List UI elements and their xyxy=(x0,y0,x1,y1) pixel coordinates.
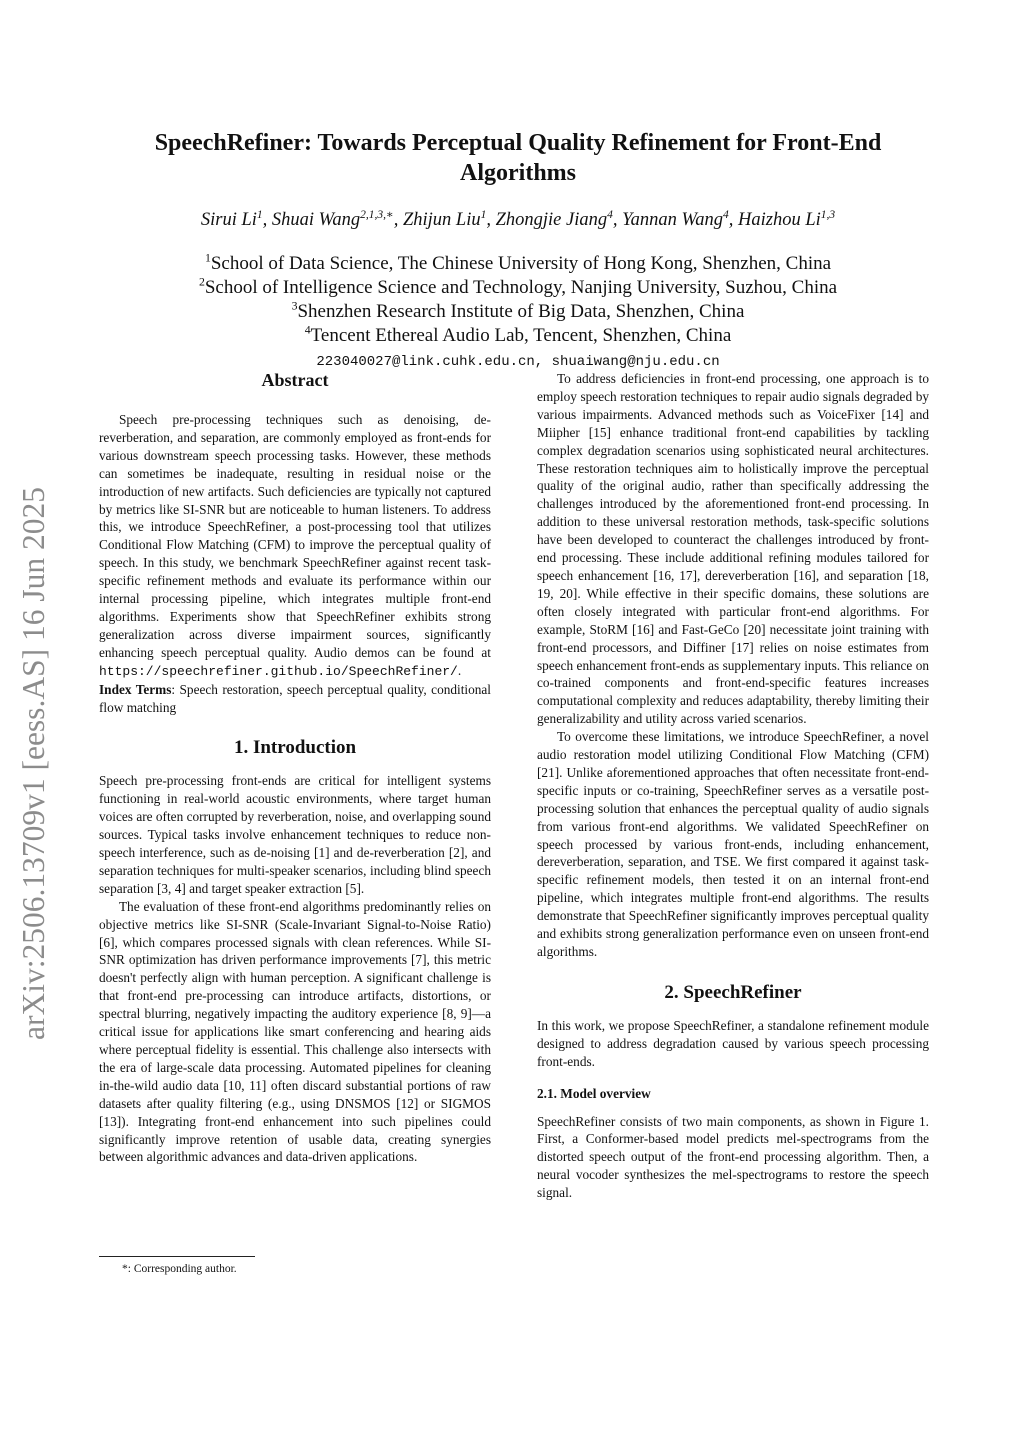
arxiv-identifier[interactable]: arXiv:2506.13709v1 [eess.AS] 16 Jun 2025 xyxy=(16,487,51,1040)
index-terms-text: : Speech restoration, speech perceptual quality, conditional flow matching xyxy=(99,681,491,715)
author-affil-sup: 1,3 xyxy=(820,208,836,221)
abstract-heading: Abstract xyxy=(261,370,329,390)
affiliation xyxy=(100,300,936,324)
intro-heading: 1. Introduction xyxy=(233,737,357,759)
author-name: Zhijun Liu xyxy=(402,210,481,230)
intro-paragraph-4: To overcome these limitations, we introduce SpeechRefiner, a novel audio restoration model utilizing Conditional Flow Matching (CFM) [21]. Unlike aforementioned approaches that often necessitate front-end-specific inputs or co-training, SpeechRefiner serves as a versatile post-processing solution that enhances the perceptual quality of audio signals from various front-end algorithms. We validated SpeechRefiner on speech processed by various front-ends, including enhancement, dereverberation, separation, and TSE. We first compared it against task-specific refinement models, then tested it on an internal front-end pipeline, which integrates multiple front-end algorithms. The results demonstrate that SpeechRefiner significantly improves perceptual quality and exhibits strong generalization performance even on unseen front-end algorithms. xyxy=(537,729,929,959)
footnote: *: Corresponding author. xyxy=(122,1263,237,1275)
affiliation xyxy=(100,324,936,348)
section2-heading: 2. SpeechRefiner xyxy=(664,981,802,1003)
affiliation xyxy=(100,276,936,300)
author-name: Yannan Wang xyxy=(622,210,724,230)
author-name: Haizhou Li xyxy=(738,210,821,230)
index-terms xyxy=(99,681,491,717)
abstract-body: Speech pre-processing techniques such as denoising, de-reverberation, and separation, are commonly employed as front-ends for various downstream speech processing tasks. However, these methods can sometimes be inadequate, resulting in residual noise or the introduction of new artifacts. Such deficiencies are typically not captured by metrics like SI-SNR but are noticeable to human listeners. To address this, we introduce SpeechRefiner, a post-processing tool that utilizes Conditional Flow Matching (CFM) to improve the perceptual quality of speech. In this study, we benchmark SpeechRefiner against recent task-specific refinement methods and evaluate its performance within our internal processing pipeline, which integrates multiple front-end algorithms. Experiments show that SpeechRefiner exhibits strong generalization across diverse impairment sources, significantly enhancing speech perceptual quality. Audio demos can be found at https://speechrefiner.github.io/SpeechRefiner/. xyxy=(99,412,491,679)
author-list: Sirui Li$^1$, Shuai Wang$^{2,1,3,∗}$, Zhijun Liu$^1$, Zhongjie Jiang$^4$, Yannan Wang$^4$, Haizhou Li$^{1,3}$ xyxy=(200,208,836,230)
subsection-heading: 2.1. Model overview xyxy=(537,1085,651,1101)
author-affil-sup: 4 xyxy=(607,208,613,221)
intro-paragraph-1: Speech pre-processing front-ends are critical for intelligent systems functioning in real-world acoustic environments, where target human voices are often corrupted by reverberation, noise, and overlapping sound sources. Typical tasks involve enhancement techniques to reduce non-speech interference, such as de-noising [1] and de-reverberation [2], and separation techniques for multi-speaker scenarios, including blind speech separation [3, 4] and target speaker extraction [5]. xyxy=(99,773,491,896)
author-affil-sup: 2,1,3,∗ xyxy=(360,208,394,221)
affiliation-sup: 4 xyxy=(304,323,311,337)
author-name: Sirui Li xyxy=(200,210,257,230)
affiliation-text: School of Data Science, The Chinese University of Hong Kong, Shenzhen, China xyxy=(210,253,832,274)
affiliation-text: School of Intelligence Science and Technology, Nanjing University, Suzhou, China xyxy=(204,277,838,298)
index-terms-label: Index Terms xyxy=(99,681,172,697)
affiliation xyxy=(100,252,936,276)
footnote-divider xyxy=(99,1256,255,1257)
affiliation-sup: 1 xyxy=(204,251,211,265)
author-emails[interactable]: 223040027@link.cuhk.edu.cn, shuaiwang@nju.edu.cn xyxy=(316,354,720,370)
affiliation-sup: 3 xyxy=(291,299,298,313)
section2-paragraph-1: In this work, we propose SpeechRefiner, a standalone refinement module designed to address degradation caused by various speech processing front-ends. xyxy=(537,1017,929,1069)
intro-paragraph-2: The evaluation of these front-end algorithms predominantly relies on objective metrics like SI-SNR (Scale-Invariant Signal-to-Noise Ratio) [6], which compares processed signals with clean references. While SI-SNR optimization has driven performance improvements [7], this metric doesn't perfectly align with human perception. A significant challenge is that front-end pre-processing can introduce artifacts, distortions, or spectral blurring, negatively impacting the auditory experience [8, 9]—a critical issue for applications like smart conferencing and hearing aids where perceptual fidelity is essential. This challenge also intersects with the era of large-scale data processing. Automated pipelines for cleaning in-the-wild audio data [10, 11] often discard substantial portions of raw datasets after quality filtering (e.g., using DNSMOS [12] or SIGMOS [13]). Integrating front-end enhancement into such pipelines could significantly improve retention of usable data, creating synergies between algorithmic advances and data-driven applications. xyxy=(99,898,491,1165)
section2-paragraph-2: SpeechRefiner consists of two main components, as shown in Figure 1. First, a Conformer-based model predicts mel-spectrograms from the distorted speech output of the front-end processing algorithm. Then, a neural vocoder synthesizes the mel-spectrograms to restore the speech signal. xyxy=(537,1113,929,1201)
paper-title: SpeechRefiner: Towards Perceptual Quality Refinement for Front-End Algorithms xyxy=(154,130,882,186)
left-column xyxy=(99,368,491,1166)
author-name: Zhongjie Jiang xyxy=(495,210,608,230)
affiliation-text: Shenzhen Research Institute of Big Data, Shenzhen, China xyxy=(297,301,745,322)
intro-paragraph-3: To address deficiencies in front-end processing, one approach is to employ speech restoration techniques to repair audio signals degraded by various impairments. Advanced methods such as VoiceFixer [14] and Miipher [15] enhance traditional front-end capabilities by tackling complex degradation scenarios using sophisticated neural architectures. These restoration techniques aim to holistically improve the perceptual quality of the original audio, rather than specifically addressing the challenges introduced by the aforementioned front-end processing. In addition to these universal restoration methods, task-specific solutions have been developed to counteract the challenges introduced by front-end processing. These include additional refining modules tailored for speech enhancement [16, 17], dereverberation [16], and separation [18, 19, 20]. While effective in their specific domains, these solutions are often closely integrated with particular front-end algorithms. For example, StoRM [16] and Fast-GeCo [20] necessitate joint training with front-end processors, and Diffiner [17] relies on noise estimates from speech enhancement front-ends as supplementary inputs. This reliance on co-trained components and front-end-specific features increases computational complexity and reduces adaptability, thereby limiting their generalizability and utility across varied scenarios. xyxy=(537,371,929,727)
abstract-text: Speech pre-processing techniques such as denoising, de-reverberation, and separation, are commonly employed as front-ends for various downstream speech processing tasks. However, these methods can sometimes be inadequate, resulting in residual noise or the introduction of new artifacts. Such deficiencies are typically not captured by metrics like SI-SNR but are noticeable to human listeners. To address this, we introduce SpeechRefiner, a post-processing tool that utilizes Conditional Flow Matching (CFM) to improve the perceptual quality of speech. In this study, we benchmark SpeechRefiner against recent task-specific refinement methods and evaluate its performance within our internal processing pipeline, which integrates multiple front-end algorithms. Experiments show that SpeechRefiner exhibits strong generalization across diverse impairment sources, significantly enhancing speech perceptual quality. Audio demos can be found at xyxy=(99,412,491,660)
author-affil-sup: 4 xyxy=(723,208,729,221)
author-affil-sup: 1 xyxy=(480,208,487,221)
author-name: Shuai Wang xyxy=(271,210,361,230)
affiliation-text: Tencent Ethereal Audio Lab, Tencent, Shenzhen, China xyxy=(310,325,732,346)
affiliation-sup: 2 xyxy=(198,275,205,289)
affiliation-list xyxy=(100,252,936,348)
author-affil-sup: 1 xyxy=(256,208,263,221)
right-column xyxy=(537,370,929,1202)
demo-link[interactable]: https://speechrefiner.github.io/SpeechRefiner/ xyxy=(99,663,458,679)
